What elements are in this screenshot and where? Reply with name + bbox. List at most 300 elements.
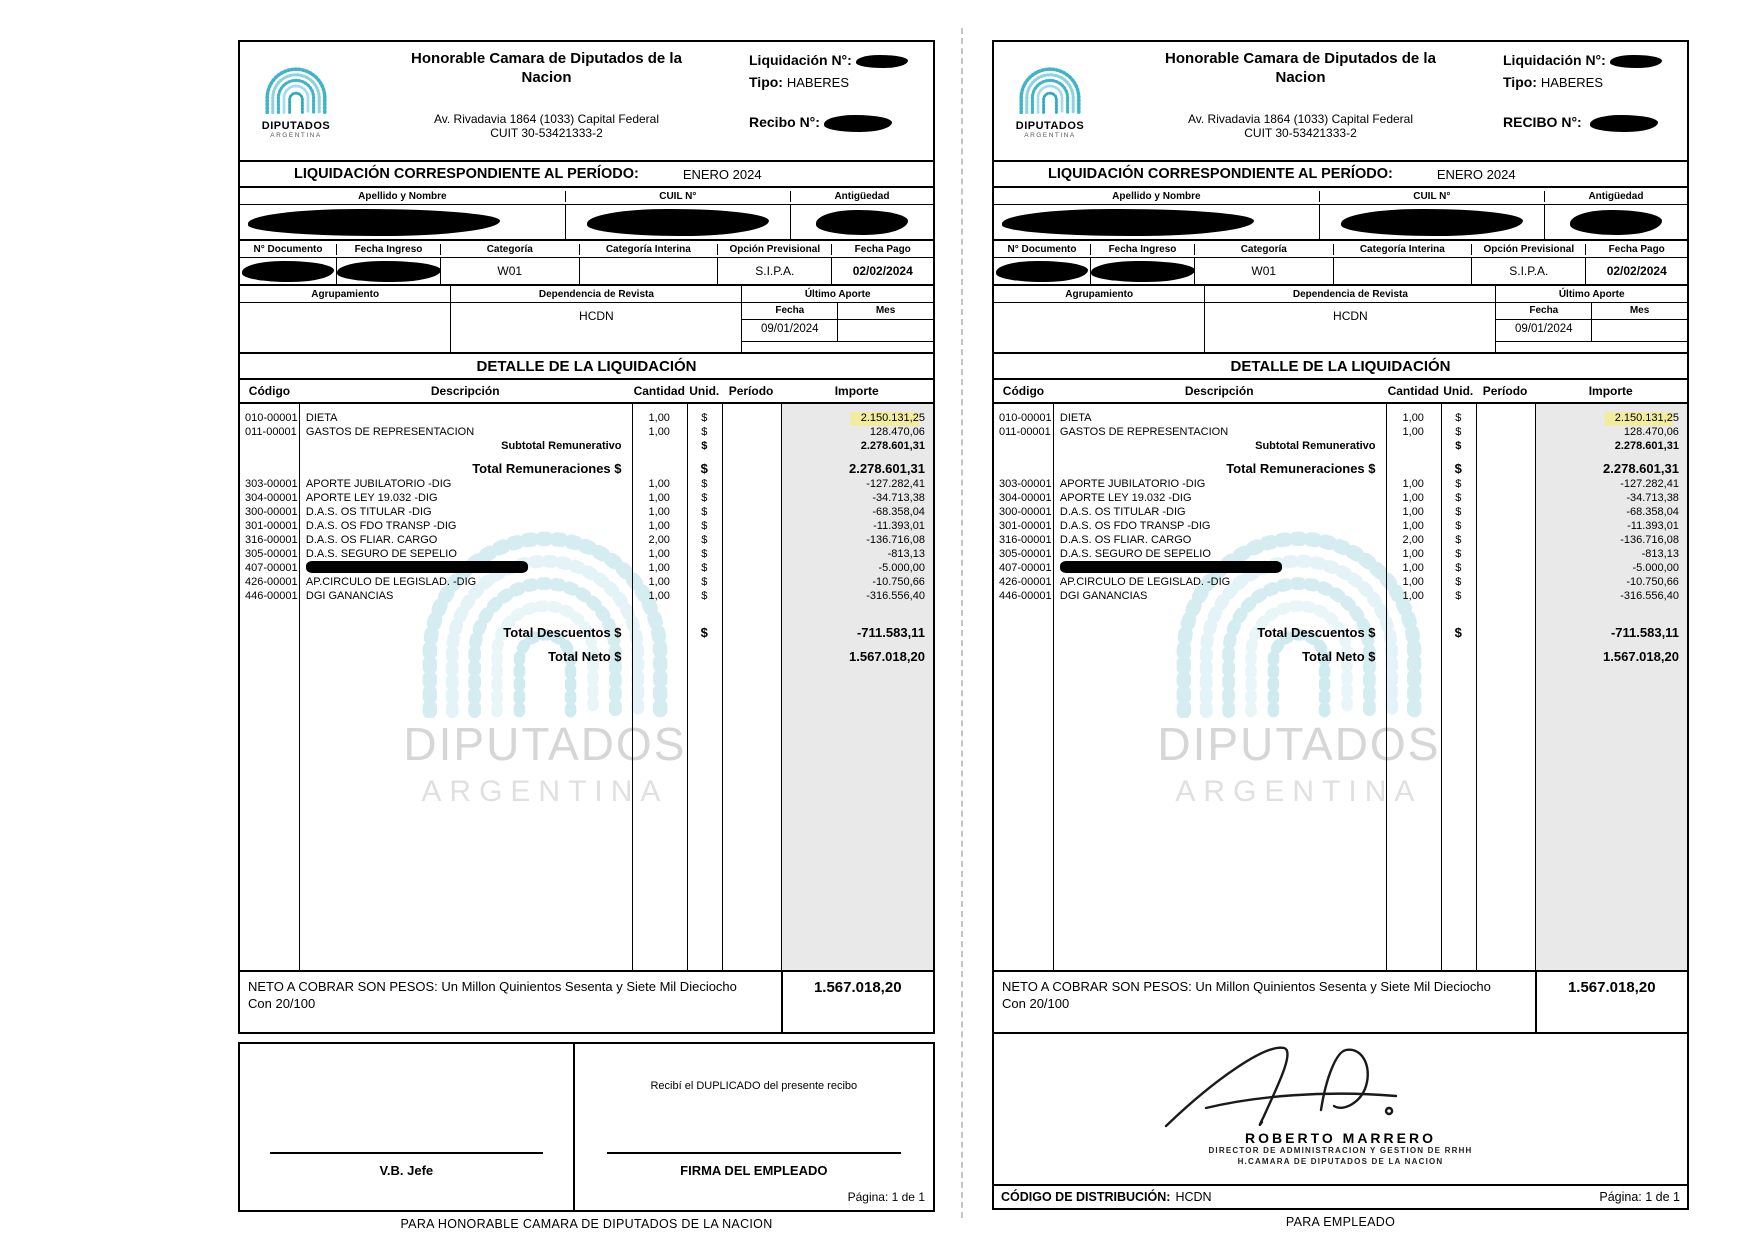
- row-description: APORTE JUBILATORIO -DIG: [305, 478, 452, 490]
- recibi-duplicado-text: Recibí el DUPLICADO del presente recibo: [650, 1080, 858, 1092]
- row-code: 426-00001: [245, 576, 298, 588]
- logo-subtitle: ARGENTINA: [1024, 132, 1076, 139]
- row-description: D.A.S. OS TITULAR -DIG: [305, 506, 432, 518]
- row-code: [994, 625, 1053, 642]
- liquidacion-label: Liquidación N°:: [749, 52, 852, 68]
- row-unit: $: [1455, 576, 1462, 588]
- row-amount: -711.583,11: [856, 625, 925, 640]
- org-address: Av. Rivadavia 1864 (1033) Capital Federal: [433, 111, 660, 126]
- period-row: [238, 162, 935, 188]
- recibo-label: Recibo N°:: [749, 114, 820, 130]
- document-value-row: [238, 258, 935, 286]
- table-row: [240, 461, 933, 478]
- row-amount: -5.000,00: [878, 562, 925, 574]
- table-row: [994, 506, 1687, 520]
- row-quantity: [1386, 625, 1441, 642]
- row-quantity: 1,00: [648, 590, 670, 602]
- copy-caption: PARA EMPLEADO: [1285, 1215, 1396, 1229]
- row-code: 305-00001: [999, 548, 1052, 560]
- row-amount: 2.278.601,31: [1603, 461, 1679, 476]
- arch-logo-icon: [256, 50, 336, 114]
- codigo-distribucion-row: [992, 1184, 1689, 1210]
- col-unidad: Unid.: [1443, 384, 1474, 398]
- row-description: Subtotal Remunerativo: [501, 440, 622, 452]
- row-unit: $: [1455, 562, 1462, 574]
- neto-amount: 1.567.018,20: [781, 972, 933, 1032]
- ultimo-aporte-fecha-value: 09/01/2024: [742, 320, 838, 341]
- row-quantity: [1386, 461, 1441, 478]
- row-quantity: 1,00: [1402, 426, 1424, 438]
- row-unit: [687, 649, 722, 666]
- watermark-subtitle: ARGENTINA: [1175, 775, 1423, 808]
- detail-table-header: [994, 380, 1687, 404]
- row-period: [722, 426, 781, 440]
- payslip-employee-copy: [992, 40, 1689, 1229]
- row-period: [1476, 440, 1535, 454]
- row-description: D.A.S. SEGURO DE SEPELIO: [1059, 548, 1211, 560]
- document-header-row: [992, 241, 1689, 258]
- table-row: [240, 562, 933, 576]
- header-antiguedad: Antigüedad: [1588, 190, 1644, 202]
- header-categoria-interina: Categoría Interina: [580, 244, 719, 255]
- header-cuil: CUIL N°: [1320, 191, 1545, 202]
- table-row: [994, 534, 1687, 548]
- row-period: [1476, 478, 1535, 492]
- row-quantity: [632, 625, 687, 642]
- row-amount: -68.358,04: [872, 506, 925, 518]
- signature-line: [270, 1152, 543, 1154]
- row-code: [240, 649, 299, 666]
- row-amount: -316.556,40: [866, 590, 925, 602]
- row-description: DGI GANANCIAS: [305, 590, 394, 602]
- row-code: 301-00001: [245, 520, 298, 532]
- row-description: APORTE JUBILATORIO -DIG: [1059, 478, 1206, 490]
- row-description: Total Descuentos $: [503, 625, 622, 640]
- row-description: GASTOS DE REPRESENTACION: [305, 426, 475, 438]
- vb-jefe-label: V.B. Jefe: [379, 1163, 434, 1178]
- row-code: [994, 461, 1053, 478]
- row-amount: 1.567.018,20: [1603, 649, 1679, 664]
- watermark-subtitle: ARGENTINA: [421, 775, 669, 808]
- row-period: [722, 412, 781, 426]
- header-fecha-ingreso: Fecha Ingreso: [337, 244, 441, 255]
- logo-subtitle: ARGENTINA: [270, 132, 322, 139]
- table-row: [994, 590, 1687, 604]
- row-amount: -711.583,11: [1610, 625, 1679, 640]
- row-quantity: 1,00: [648, 478, 670, 490]
- row-unit: $: [700, 625, 708, 640]
- header-antiguedad: Antigüedad: [834, 190, 890, 202]
- redaction-documento: [996, 261, 1088, 282]
- row-description: Total Neto $: [548, 649, 622, 664]
- detail-table-header: [240, 380, 933, 404]
- row-period: [1476, 534, 1535, 548]
- row-code: [240, 625, 299, 642]
- categoria-value: W01: [441, 258, 580, 284]
- row-period: [722, 576, 781, 590]
- table-row: [240, 412, 933, 426]
- row-period: [722, 478, 781, 492]
- liquidacion-block: [741, 42, 933, 160]
- row-period: [722, 625, 781, 642]
- tipo-value: HABERES: [786, 75, 849, 90]
- row-period: [1476, 649, 1535, 666]
- row-code: [240, 461, 299, 478]
- diputados-logo: [994, 42, 1106, 160]
- employee-header-row: [238, 188, 935, 205]
- row-quantity: [632, 461, 687, 478]
- row-unit: $: [1455, 590, 1462, 602]
- copy-caption: PARA HONORABLE CAMARA DE DIPUTADOS DE LA NACION: [400, 1217, 773, 1231]
- header-mes: Mes: [875, 305, 896, 316]
- redaction-liquidacion-number: [856, 55, 908, 68]
- ultimo-aporte-mes-value: [1592, 320, 1687, 341]
- row-amount: -813,13: [887, 548, 925, 560]
- col-descripcion: Descripción: [1184, 384, 1254, 398]
- header-opcion-previsional: Opción Previsional: [1472, 244, 1586, 255]
- row-quantity: 2,00: [648, 534, 670, 546]
- row-quantity: 1,00: [648, 426, 670, 438]
- fecha-pago-value: 02/02/2024: [1606, 264, 1667, 278]
- row-description: DGI GANANCIAS: [1059, 590, 1148, 602]
- row-code: 446-00001: [999, 590, 1052, 602]
- employee-value-row: [992, 205, 1689, 241]
- row-code: 407-00001: [999, 562, 1052, 574]
- period-row: [992, 162, 1689, 188]
- row-code: 300-00001: [999, 506, 1052, 518]
- row-unit: $: [1455, 412, 1462, 424]
- col-importe: Importe: [834, 384, 879, 398]
- row-period: [722, 534, 781, 548]
- ultimo-aporte-mes-value: [838, 320, 933, 341]
- row-code: [994, 649, 1053, 666]
- row-code: 316-00001: [245, 534, 298, 546]
- row-quantity: 1,00: [1402, 520, 1424, 532]
- row-unit: $: [701, 562, 708, 574]
- row-amount: 1.567.018,20: [849, 649, 925, 664]
- row-quantity: 2,00: [1402, 534, 1424, 546]
- row-quantity: 1,00: [648, 506, 670, 518]
- table-row: [994, 492, 1687, 506]
- header-fecha: Fecha: [1496, 303, 1592, 319]
- dependencia-value: HCDN: [579, 309, 614, 323]
- row-amount: 2.150.131,25: [1534, 412, 1686, 426]
- table-row: [240, 576, 933, 590]
- neto-text: NETO A COBRAR SON PESOS: Un Millon Quinientos Sesenta y Siete Mil Dieciocho Con 20/100: [1002, 979, 1491, 1011]
- table-row: [994, 461, 1687, 478]
- payslip-employer-copy: [238, 40, 935, 1231]
- liquidacion-label: Liquidación N°:: [1503, 52, 1606, 68]
- detail-title: DETALLE DE LA LIQUIDACIÓN: [992, 354, 1689, 380]
- document-header-row: [238, 241, 935, 258]
- row-code: 010-00001: [245, 412, 298, 424]
- header-dependencia: Dependencia de Revista: [1205, 286, 1495, 303]
- row-unit: $: [701, 534, 708, 546]
- row-period: [1476, 625, 1535, 642]
- redaction-antiguedad: [816, 210, 908, 235]
- logo-title: DIPUTADOS: [1015, 120, 1085, 132]
- row-unit: [1441, 649, 1476, 666]
- redaction-cuil: [1341, 209, 1523, 236]
- row-code: [994, 440, 1053, 454]
- col-cantidad: Cantidad: [633, 384, 685, 398]
- org-block: [1106, 42, 1495, 160]
- table-row: [240, 625, 933, 642]
- row-period: [1476, 412, 1535, 426]
- row-unit: $: [701, 576, 708, 588]
- signature-line: [607, 1152, 901, 1154]
- col-periodo: Período: [728, 384, 774, 398]
- row-unit: $: [1455, 492, 1462, 504]
- table-row: [994, 562, 1687, 576]
- detail-table-body: [240, 404, 933, 970]
- row-amount: -136.716,08: [866, 534, 925, 546]
- header-agrupamiento: Agrupamiento: [994, 286, 1204, 303]
- row-period: [1476, 506, 1535, 520]
- detail-table-body: [994, 404, 1687, 970]
- row-period: [1476, 590, 1535, 604]
- row-description: Total Remuneraciones $: [472, 461, 622, 476]
- row-quantity: [1386, 649, 1441, 666]
- table-row: [240, 506, 933, 520]
- table-row: [994, 440, 1687, 454]
- employee-value-row: [238, 205, 935, 241]
- row-amount: -10.750,66: [1626, 576, 1679, 588]
- row-description: [1053, 562, 1386, 576]
- table-row: [240, 590, 933, 604]
- neto-a-cobrar-row: [238, 972, 935, 1034]
- row-description: AP.CIRCULO DE LEGISLAD. -DIG: [1059, 576, 1231, 588]
- row-quantity: 1,00: [648, 412, 670, 424]
- table-row: [994, 412, 1687, 426]
- row-amount: 2.278.601,31: [1614, 440, 1679, 452]
- row-amount: -11.393,01: [873, 520, 925, 532]
- row-code: 446-00001: [245, 590, 298, 602]
- codigo-distribucion-value: HCDN: [1175, 1190, 1212, 1204]
- row-quantity: [632, 649, 687, 666]
- tipo-value: HABERES: [1540, 75, 1603, 90]
- org-cuit: CUIT 30-53421333-2: [490, 125, 603, 140]
- period-label: LIQUIDACIÓN CORRESPONDIENTE AL PERÍODO:: [294, 166, 639, 182]
- row-quantity: 1,00: [1402, 506, 1424, 518]
- row-unit: $: [701, 478, 708, 490]
- col-periodo: Período: [1482, 384, 1528, 398]
- categoria-interina-value: [580, 258, 719, 284]
- header-mes: Mes: [1629, 305, 1650, 316]
- page-indicator: Página: 1 de 1: [847, 1190, 925, 1204]
- col-unidad: Unid.: [689, 384, 720, 398]
- row-period: [722, 461, 781, 478]
- row-description: [299, 562, 632, 576]
- row-quantity: 1,00: [1402, 478, 1424, 490]
- row-quantity: 1,00: [648, 520, 670, 532]
- row-amount: -5.000,00: [1632, 562, 1679, 574]
- neto-amount: 1.567.018,20: [1535, 972, 1687, 1032]
- redaction-employee-name: [248, 209, 500, 236]
- header-categoria-interina: Categoría Interina: [1334, 244, 1473, 255]
- detail-title: DETALLE DE LA LIQUIDACIÓN: [238, 354, 935, 380]
- table-row: [994, 576, 1687, 590]
- row-period: [722, 649, 781, 666]
- table-row: [240, 426, 933, 440]
- table-row: [240, 440, 933, 454]
- table-row: [994, 520, 1687, 534]
- arch-logo-icon: [1010, 50, 1090, 114]
- row-code: 316-00001: [999, 534, 1052, 546]
- table-row: [994, 478, 1687, 492]
- row-code: 301-00001: [999, 520, 1052, 532]
- header-fecha-pago: Fecha Pago: [1608, 243, 1665, 255]
- table-row: [240, 548, 933, 562]
- employee-header-row: [992, 188, 1689, 205]
- redaction-employee-name: [1002, 209, 1254, 236]
- col-descripcion: Descripción: [430, 384, 500, 398]
- signature-box: [238, 1042, 935, 1212]
- row-quantity: 1,00: [1402, 412, 1424, 424]
- period-value: ENERO 2024: [1436, 166, 1516, 182]
- payslip-header: [992, 40, 1689, 162]
- org-block: [352, 42, 741, 160]
- row-amount: -813,13: [1641, 548, 1679, 560]
- firma-empleado-label: FIRMA DEL EMPLEADO: [680, 1163, 828, 1178]
- row-quantity: 1,00: [1402, 590, 1424, 602]
- row-unit: $: [1455, 440, 1462, 452]
- row-quantity: 1,00: [648, 562, 670, 574]
- row-unit: $: [701, 412, 708, 424]
- row-code: 300-00001: [245, 506, 298, 518]
- row-unit: $: [1455, 478, 1462, 490]
- payslip-header: [238, 40, 935, 162]
- row-quantity: 1,00: [1402, 492, 1424, 504]
- opcion-previsional-value: S.I.P.A.: [1472, 258, 1586, 284]
- row-unit: $: [701, 492, 708, 504]
- row-quantity: 1,00: [648, 576, 670, 588]
- neto-a-cobrar-row: [992, 972, 1689, 1034]
- row-quantity: 1,00: [1402, 548, 1424, 560]
- redaction-documento: [242, 261, 334, 282]
- header-ultimo-aporte: Último Aporte: [1496, 286, 1687, 303]
- header-apellido: Apellido y Nombre: [994, 191, 1320, 202]
- row-amount: 128.470,06: [1623, 426, 1679, 438]
- row-period: [722, 506, 781, 520]
- row-quantity: 1,00: [648, 548, 670, 560]
- org-name: Honorable Camara de Diputados de la Nacion: [1165, 50, 1436, 86]
- row-amount: -34.713,38: [1626, 492, 1679, 504]
- row-code: 407-00001: [245, 562, 298, 574]
- row-unit: $: [1455, 426, 1462, 438]
- dependencia-value: HCDN: [1333, 309, 1368, 323]
- row-period: [722, 440, 781, 454]
- row-unit: $: [1455, 506, 1462, 518]
- fecha-pago-value: 02/02/2024: [852, 264, 913, 278]
- row-period: [1476, 520, 1535, 534]
- row-amount: -136.716,08: [1620, 534, 1679, 546]
- row-amount: -34.713,38: [872, 492, 925, 504]
- row-period: [1476, 562, 1535, 576]
- table-row: [240, 649, 933, 666]
- header-fecha-pago: Fecha Pago: [854, 243, 911, 255]
- detail-table: [992, 380, 1689, 972]
- categoria-value: W01: [1195, 258, 1334, 284]
- row-amount: -316.556,40: [1620, 590, 1679, 602]
- agrupamiento-row: [992, 286, 1689, 354]
- row-period: [722, 492, 781, 506]
- row-unit: $: [701, 440, 708, 452]
- row-description: APORTE LEY 19.032 -DIG: [305, 492, 438, 504]
- header-dependencia: Dependencia de Revista: [451, 286, 741, 303]
- vb-jefe-cell: [240, 1044, 573, 1210]
- row-period: [1476, 492, 1535, 506]
- signature-scribble: [1146, 1038, 1446, 1138]
- watermark-title: DIPUTADOS: [1157, 718, 1441, 770]
- row-period: [722, 520, 781, 534]
- col-importe: Importe: [1588, 384, 1633, 398]
- org-cuit: CUIT 30-53421333-2: [1244, 125, 1357, 140]
- row-amount: 128.470,06: [869, 426, 925, 438]
- row-quantity: [1386, 440, 1441, 454]
- row-code: 303-00001: [999, 478, 1052, 490]
- table-row: [240, 492, 933, 506]
- firma-empleado-cell: [573, 1044, 933, 1210]
- header-fecha: Fecha: [742, 303, 838, 319]
- row-code: 426-00001: [999, 576, 1052, 588]
- row-amount: -127.282,41: [1620, 478, 1679, 490]
- row-unit: $: [701, 426, 708, 438]
- header-cuil: CUIL N°: [566, 191, 791, 202]
- redaction-fecha-ingreso: [337, 261, 441, 282]
- row-period: [1476, 426, 1535, 440]
- col-codigo: Código: [248, 384, 291, 398]
- row-amount: -127.282,41: [866, 478, 925, 490]
- row-amount: 2.150.131,25: [780, 412, 932, 426]
- org-name: Honorable Camara de Diputados de la Nacion: [411, 50, 682, 86]
- row-description: GASTOS DE REPRESENTACION: [1059, 426, 1229, 438]
- row-description: Total Remuneraciones $: [1226, 461, 1376, 476]
- row-period: [722, 548, 781, 562]
- opcion-previsional-value: S.I.P.A.: [718, 258, 832, 284]
- redaction-recibo-number: [1590, 115, 1658, 132]
- header-agrupamiento: Agrupamiento: [240, 286, 450, 303]
- header-categoria: Categoría: [1195, 244, 1334, 255]
- ultimo-aporte-fecha-value: 09/01/2024: [1496, 320, 1592, 341]
- header-opcion-previsional: Opción Previsional: [718, 244, 832, 255]
- header-apellido: Apellido y Nombre: [240, 191, 566, 202]
- codigo-distribucion-label: CÓDIGO DE DISTRIBUCIÓN:: [1001, 1190, 1171, 1204]
- row-unit: $: [701, 590, 708, 602]
- header-ultimo-aporte: Último Aporte: [742, 286, 933, 303]
- row-unit: $: [1455, 548, 1462, 560]
- director-title-line1: DIRECTOR DE ADMINISTRACION Y GESTION DE RRHH: [1208, 1146, 1473, 1155]
- neto-text: NETO A COBRAR SON PESOS: Un Millon Quinientos Sesenta y Siete Mil Dieciocho Con 20/100: [248, 979, 737, 1011]
- row-unit: $: [1454, 625, 1462, 640]
- agrupamiento-row: [238, 286, 935, 354]
- page-indicator: Página: 1 de 1: [1599, 1190, 1680, 1204]
- row-description: Total Descuentos $: [1257, 625, 1376, 640]
- director-title: [994, 1146, 1687, 1168]
- row-description: Subtotal Remunerativo: [1255, 440, 1376, 452]
- row-unit: $: [1455, 520, 1462, 532]
- tipo-label: Tipo:: [1503, 74, 1537, 90]
- row-description: AP.CIRCULO DE LEGISLAD. -DIG: [305, 576, 477, 588]
- row-code: [240, 440, 299, 454]
- col-cantidad: Cantidad: [1387, 384, 1439, 398]
- row-unit: $: [701, 548, 708, 560]
- liquidacion-block: [1495, 42, 1687, 160]
- row-period: [1476, 548, 1535, 562]
- row-description: D.A.S. OS FLIAR. CARGO: [305, 534, 438, 546]
- header-documento: N° Documento: [994, 244, 1091, 255]
- row-code: 305-00001: [245, 548, 298, 560]
